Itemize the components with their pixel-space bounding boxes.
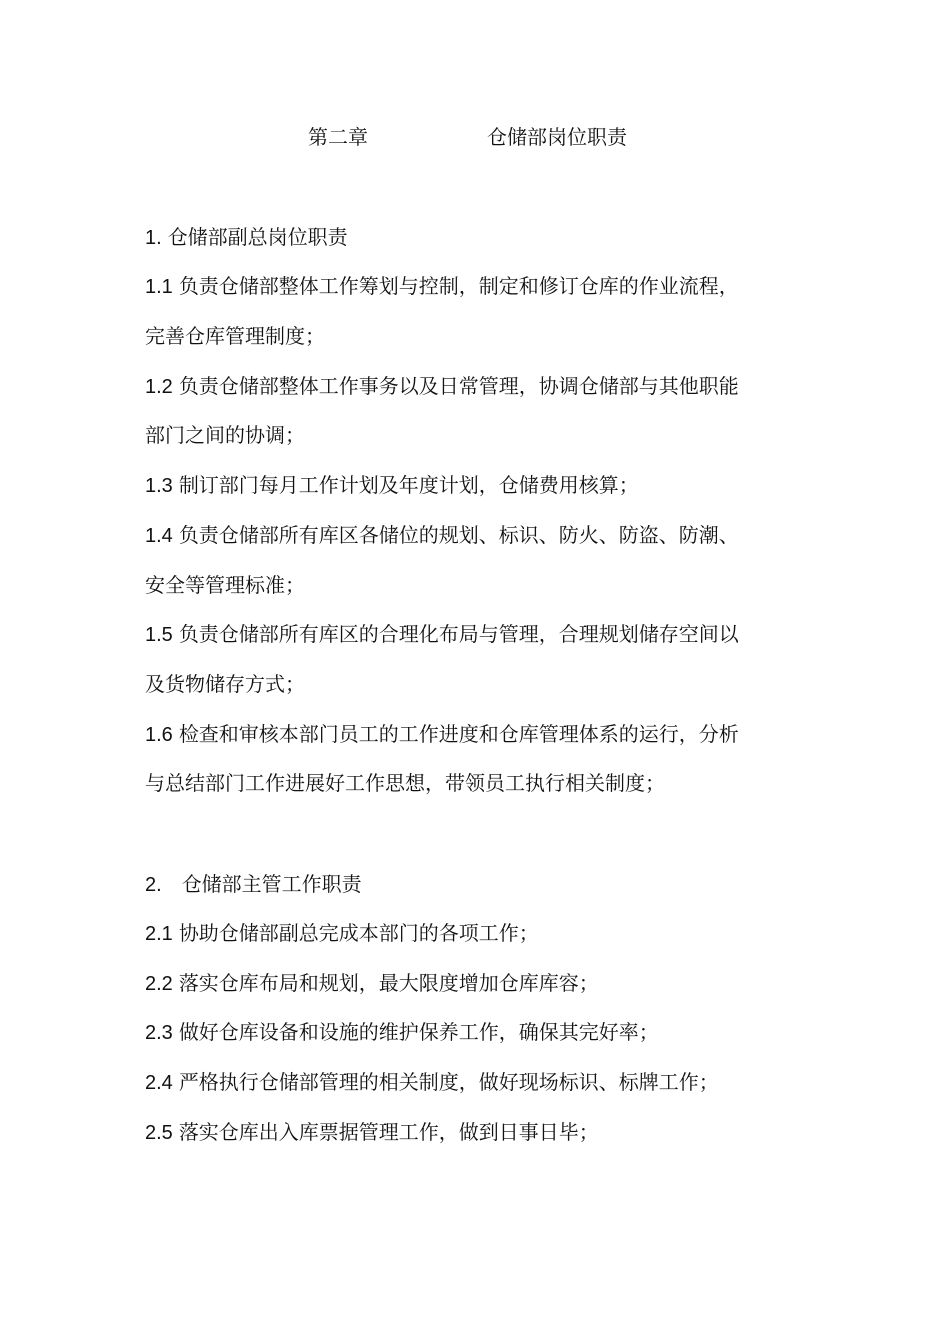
list-item: 2.2 落实仓库布局和规划，最大限度增加仓库库容； [145, 971, 599, 995]
list-item: 1.6 检查和审核本部门员工的工作进度和仓库管理体系的运行，分析 [145, 722, 739, 746]
list-item-continuation: 与总结部门工作进展好工作思想，带领员工执行相关制度； [145, 771, 665, 795]
chapter-title [0, 122, 950, 152]
chapter-number: 第二章 [308, 125, 368, 149]
list-item: 2.1 协助仓储部副总完成本部门的各项工作； [145, 921, 539, 945]
list-item: 1.2 负责仓储部整体工作事务以及日常管理，协调仓储部与其他职能 [145, 374, 739, 398]
list-item: 2.3 做好仓库设备和设施的维护保养工作，确保其完好率； [145, 1020, 659, 1044]
list-item: 1.3 制订部门每月工作计划及年度计划，仓储费用核算； [145, 473, 639, 497]
list-item-continuation: 及货物储存方式； [145, 672, 305, 696]
list-item-continuation: 安全等管理标准； [145, 573, 305, 597]
list-item: 1.5 负责仓储部所有库区的合理化布局与管理，合理规划储存空间以 [145, 622, 739, 646]
list-item: 1.1 负责仓储部整体工作筹划与控制，制定和修订仓库的作业流程， [145, 274, 739, 298]
list-item-continuation: 完善仓库管理制度； [145, 324, 325, 348]
list-item: 2.5 落实仓库出入库票据管理工作，做到日事日毕； [145, 1120, 599, 1144]
section-heading: 2. 仓储部主管工作职责 [145, 872, 362, 896]
list-item-continuation: 部门之间的协调； [145, 423, 305, 447]
list-item: 2.4 严格执行仓储部管理的相关制度，做好现场标识、标牌工作； [145, 1070, 719, 1094]
chapter-name: 仓储部岗位职责 [487, 125, 627, 149]
section-heading: 1. 仓储部副总岗位职责 [145, 225, 348, 249]
list-item: 1.4 负责仓储部所有库区各储位的规划、标识、防火、防盗、防潮、 [145, 523, 739, 547]
